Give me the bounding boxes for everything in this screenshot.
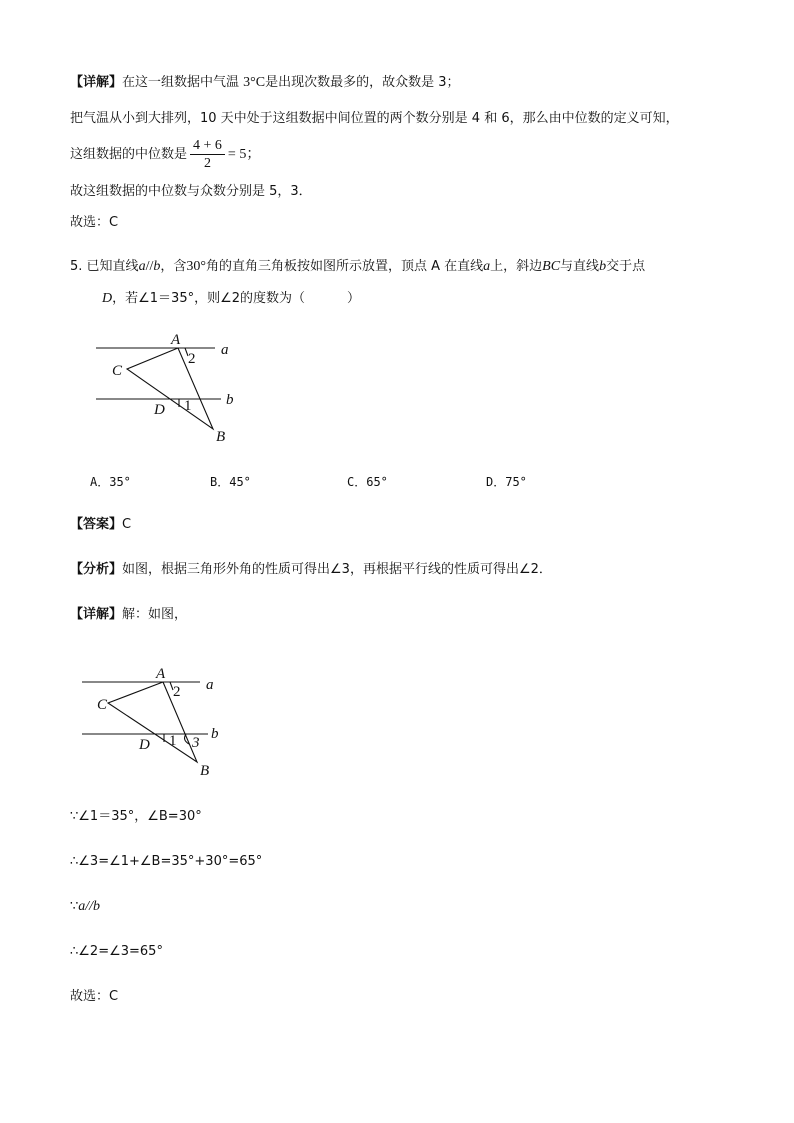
- option-c: C．65°: [347, 475, 388, 489]
- option-b: B．45°: [210, 475, 251, 489]
- question-text-e: 与直线: [560, 259, 600, 274]
- step-3: [70, 898, 100, 916]
- detail-text-c: 这组数据的中位数是: [70, 147, 188, 162]
- step-4: ∴∠2=∠3=65°: [70, 944, 163, 959]
- fig1-label-B: B: [216, 429, 226, 445]
- fraction-denominator: 2: [203, 156, 211, 171]
- question-number: 5.: [70, 259, 83, 274]
- line-b-symbol-2: b: [599, 259, 607, 274]
- option-a: A．35°: [90, 475, 131, 489]
- fig2-label-a: a: [206, 677, 214, 693]
- question-text-b: ，含: [160, 259, 187, 274]
- line-a-symbol: a: [138, 259, 146, 274]
- detail-line-4: 故这组数据的中位数与众数分别是 5，3．: [70, 184, 312, 199]
- temperature-value: 3: [243, 75, 251, 90]
- question-text-f: 交于点: [606, 259, 646, 274]
- question-text-d: 上，斜边: [490, 259, 543, 274]
- segment-bc: BC: [542, 259, 561, 274]
- option-d: D．75°: [486, 475, 527, 489]
- line-b-symbol: b: [153, 259, 161, 274]
- fig2-label-B: B: [200, 763, 210, 779]
- detail-tag: 【详解】: [70, 75, 123, 90]
- fig2-label-b: b: [211, 726, 219, 742]
- question-text-h: ）: [347, 291, 361, 306]
- detail-text-a: 在这一组数据中气温: [122, 75, 240, 90]
- fig2-label-C: C: [97, 697, 108, 713]
- detail-text-b: 是出现次数最多的，故众数是 3；: [265, 75, 460, 90]
- fig2-label-1: 1: [169, 733, 177, 749]
- fig2-label-A: A: [156, 666, 166, 682]
- detail2-text: 解：如图，: [122, 607, 188, 622]
- line-a-symbol-2: a: [483, 259, 491, 274]
- fig1-label-1: 1: [184, 398, 192, 414]
- analysis-tag: 【分析】: [70, 562, 123, 577]
- temperature-unit: °C: [250, 75, 266, 90]
- select-line-top: 故选：C: [70, 215, 119, 230]
- analysis-text: 如图，根据三角形外角的性质可得出∠3，再根据平行线的性质可得出∠2．: [122, 562, 552, 577]
- fig1-label-a: a: [221, 342, 229, 358]
- fraction-numerator: 4 + 6: [190, 137, 225, 155]
- answer-value: C: [122, 517, 132, 532]
- fig2-label-D: D: [139, 737, 150, 753]
- select-line-bottom: 故选：C: [70, 989, 119, 1004]
- fig2-label-3: 3: [192, 735, 200, 751]
- parallel-symbol: //: [145, 259, 154, 274]
- fig1-label-A: A: [171, 332, 181, 348]
- detail-text-d: = 5；: [227, 147, 261, 162]
- answer-tag: 【答案】: [70, 517, 123, 532]
- step-2: ∴∠3=∠1+∠B=35°+30°=65°: [70, 854, 263, 869]
- step-3-parallel: a//b: [78, 899, 101, 914]
- detail-line-2: 把气温从小到大排列，10 天中处于这组数据中间位置的两个数分别是 4 和 6，那么由中位数的定义可知，: [70, 111, 679, 126]
- detail2-tag: 【详解】: [70, 607, 123, 622]
- fig1-label-D: D: [154, 402, 165, 418]
- question-text-a: 已知直线: [86, 259, 139, 274]
- fig1-label-C: C: [112, 363, 123, 379]
- step-1: ∵∠1＝35°，∠B=30°: [70, 809, 202, 824]
- question-text-c: 角的直角三角板按如图所示放置，顶点 A 在直线: [205, 259, 484, 274]
- step-3-because: ∵: [70, 899, 79, 914]
- angle-30: 30°: [186, 259, 206, 274]
- fig1-label-b: b: [226, 392, 234, 408]
- fig2-label-2: 2: [173, 684, 181, 700]
- point-d-symbol: D: [102, 291, 113, 306]
- fig1-label-2: 2: [188, 351, 196, 367]
- question-text-g: ，若∠1＝35°，则∠2的度数为（: [112, 291, 306, 306]
